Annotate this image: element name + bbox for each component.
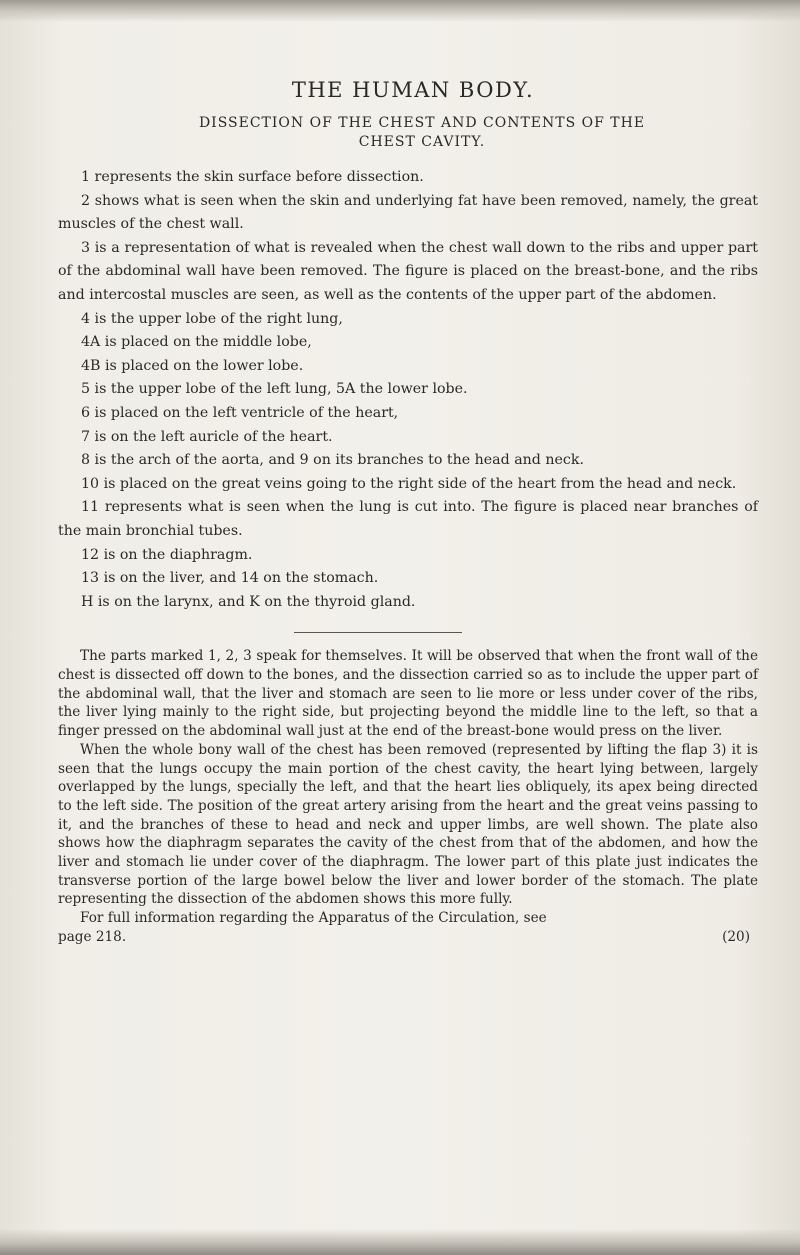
- page-number: (20): [722, 928, 750, 945]
- figure-legend: [58, 166, 758, 614]
- legend-item: 7 is on the left auricle of the heart.: [81, 428, 333, 445]
- legend-item: 5 is the upper lobe of the left lung, 5A the lower lobe.: [81, 381, 468, 398]
- legend-item: 13 is on the liver, and 14 on the stomach.: [81, 570, 379, 587]
- legend-item: 4 is the upper lobe of the right lung,: [81, 310, 343, 327]
- legend-item: 12 is on the diaphragm.: [81, 546, 253, 563]
- legend-item: 11 represents what is seen when the lung is cut into. The figure is placed near branches of the main bronchial tubes.: [58, 499, 758, 539]
- body-paragraph: The parts marked 1, 2, 3 speak for themselves. It will be observed that when the front wall of the chest is dissected off down to the bones, and the dissection carried so as to include the upper part of the abdominal wall, that the liver and stomach are seen to lie more or less under cover of the ribs, the liver lying mainly to the right side, but projecting beyond the middle line to the left, so that a finger pressed on the abdominal wall just at the end of the breast-bone would press on the liver.: [58, 648, 758, 740]
- running-head: THE HUMAN BODY.: [291, 78, 535, 102]
- section-title-line: DISSECTION OF THE CHEST AND CONTENTS OF THE: [198, 115, 646, 131]
- page-edge-shadow-top: [0, 0, 800, 22]
- legend-item: 1 represents the skin surface before dissection.: [81, 169, 424, 185]
- page-footer: [58, 928, 758, 947]
- section-divider: [294, 632, 462, 633]
- section-title: [86, 114, 758, 152]
- section-title-line: CHEST CAVITY.: [358, 134, 486, 150]
- legend-item: 6 is placed on the left ventricle of the heart,: [81, 404, 399, 421]
- legend-item: H is on the larynx, and K on the thyroid gland.: [81, 593, 416, 610]
- body-paragraph: When the whole bony wall of the chest has been removed (represented by lifting the flap 3) it is seen that the lungs occupy the main portion of the chest cavity, the heart lying between, largely overlapped by the lungs, specially the left, and that the heart lies obliquely, its apex being directed to the left side. The position of the great artery arising from the heart and the great veins passing to it, and the branches of these to head and neck and upper limbs, are well shown. The plate also shows how the diaphragm separates the cavity of the chest from that of the abdomen, and how the liver and stomach lie under cover of the diaphragm. The lower part of this plate just indicates the transverse portion of the large bowel below the liver and lower border of the stomach. The plate representing the dissection of the abdomen shows this more fully.: [58, 741, 758, 908]
- legend-item: 10 is placed on the great veins going to the right side of the heart from the head and neck.: [81, 475, 737, 492]
- page-reference: page 218.: [58, 928, 127, 945]
- legend-item: 2 shows what is seen when the skin and underlying fat have been removed, namely, the great muscles of the chest wall.: [58, 192, 758, 233]
- page-content: [58, 78, 758, 947]
- legend-item: 4A is placed on the middle lobe,: [81, 334, 312, 351]
- legend-item: 3 is a representation of what is revealed when the chest wall down to the ribs and upper part of the abdominal wall have been removed. The figure is placed on the breast-bone, and the ribs and intercostal muscles are seen, as well as the contents of the upper part of the abdomen.: [58, 239, 758, 303]
- legend-item: 4B is placed on the lower lobe.: [81, 357, 304, 374]
- page-edge-shadow-bottom: [0, 1229, 800, 1255]
- body-paragraph: For full information regarding the Apparatus of the Circulation, see: [80, 910, 547, 927]
- body-text: [58, 647, 758, 946]
- legend-item: 8 is the arch of the aorta, and 9 on its branches to the head and neck.: [81, 452, 584, 469]
